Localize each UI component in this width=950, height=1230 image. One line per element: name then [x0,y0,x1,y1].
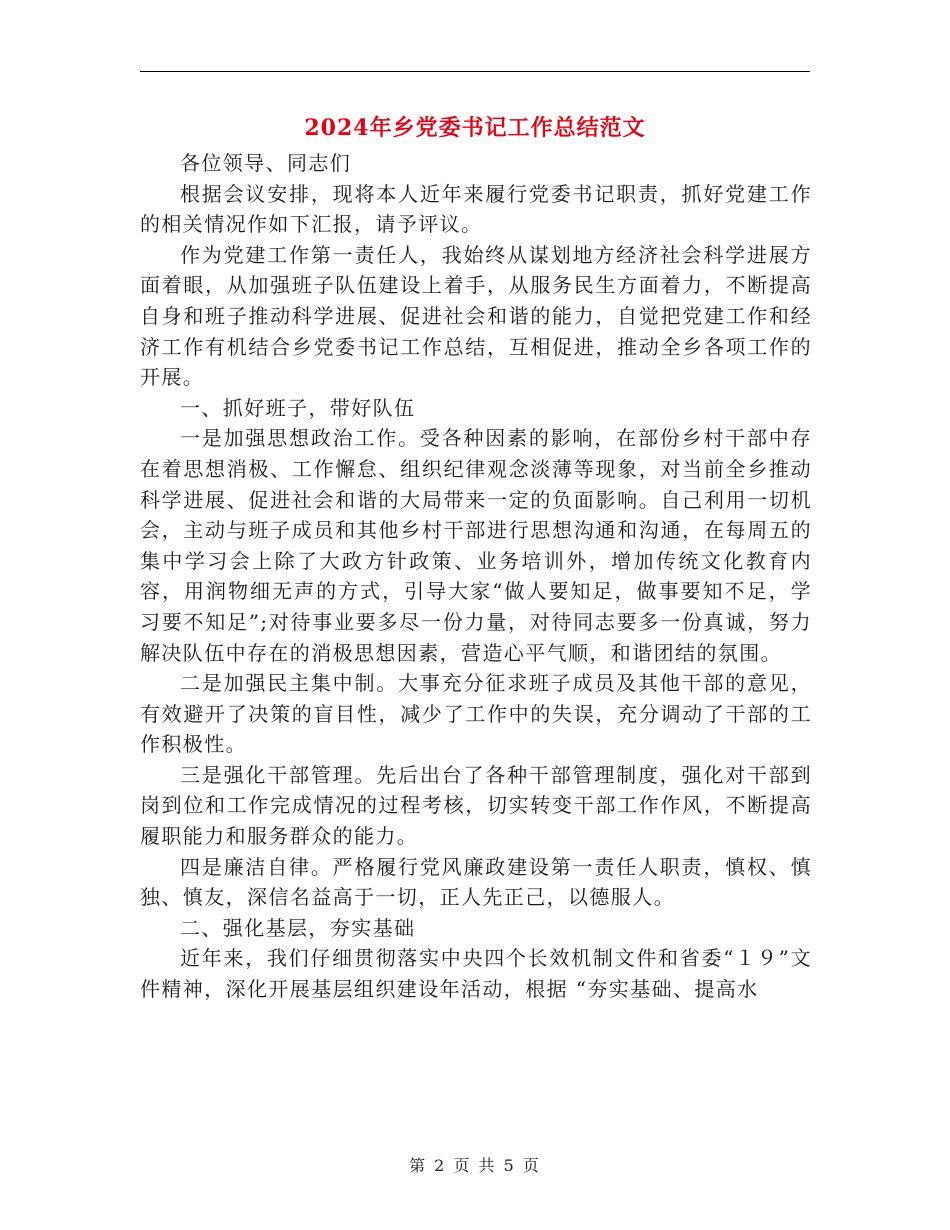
header-rule [140,71,810,72]
document-body [140,148,812,1005]
paragraph: 近年来，我们仔细贯彻落实中央四个长效机制文件和省委“１９”文件精神，深化开展基层组织建设年活动，根据 “夯实基础、提高水 [140,946,812,1002]
paragraph: 二是加强民主集中制。大事充分征求班子成员及其他干部的意见，有效避开了决策的盲目性，减少了工作中的失误，充分调动了干部的工作积极性。 [140,671,812,757]
paragraph-salutation: 各位领导、同志们 [180,151,352,175]
paragraph: 一是加强思想政治工作。受各种因素的影响，在部份乡村干部中存在着思想消极、工作懈怠、组织纪律观念淡薄等现象，对当前全乡推动科学进展、促进社会和谐的大局带来一定的负面影响。自己利用一切机会，主动与班子成员和其他乡村干部进行思想沟通和沟通，在每周五的集中学习会上除了大政方针政策、业务培训外，增加传统文化教育内容，用润物细无声的方式，引导大家“做人要知足，做事要知不足，学习要不知足”;对待事业要多尽一份力量，对待同志要多一份真诚，努力解决队伍中存在的消极思想因素，营造心平气顺，和谐团结的氛围。 [140,426,812,665]
section-heading: 二、强化基层，夯实基础 [180,915,416,940]
paragraph: 作为党建工作第一责任人，我始终从谋划地方经济社会科学进展方面着眼，从加强班子队伍建设上着手，从服务民生方面着力，不断提高自身和班子推动科学进展、促进社会和谐的能力，自觉把党建工作和经济工作有机结合乡党委书记工作总结，互相促进，推动全乡各项工作的开展。 [140,242,812,390]
page-number-footer: 第 2 页 共 5 页 [409,1156,541,1175]
paragraph: 四是廉洁自律。严格履行党风廉政建设第一责任人职责，慎权、慎独、慎友，深信名益高于一切，正人先正己，以德服人。 [140,854,812,910]
paragraph: 根据会议安排，现将本人近年来履行党委书记职责，抓好党建工作的相关情况作如下汇报，请予评议。 [140,181,812,237]
document-title: 2024年乡党委书记工作总结范文 [304,115,646,141]
paragraph: 三是强化干部管理。先后出台了各种干部管理制度，强化对干部到岗到位和工作完成情况的过程考核，切实转变干部工作作风，不断提高履职能力和服务群众的能力。 [140,762,812,849]
section-heading: 一、抓好班子，带好队伍 [180,395,416,420]
